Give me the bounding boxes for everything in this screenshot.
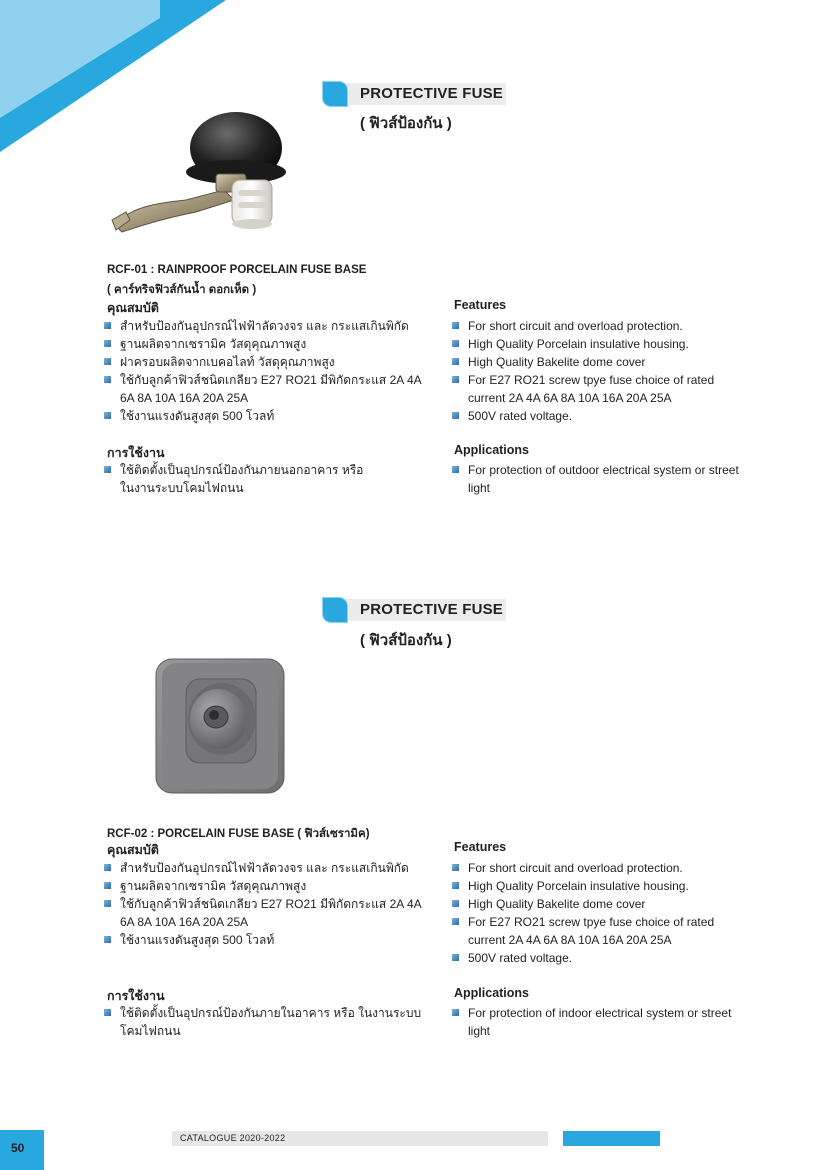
footer-accent-bar	[563, 1131, 660, 1146]
bullet-icon	[452, 882, 459, 889]
bullet-icon	[452, 322, 459, 329]
product1-usage-heading: การใช้งาน	[107, 446, 165, 460]
product1-title: PROTECTIVE FUSE	[360, 85, 504, 102]
bullet-icon	[104, 882, 111, 889]
product1-subtitle: ( ฟิวส์ป้องกัน )	[360, 115, 452, 132]
bullet-icon	[452, 412, 459, 419]
bullet-icon	[104, 376, 111, 383]
product1-usage-list	[104, 461, 364, 497]
product2-props-heading: คุณสมบัติ	[107, 843, 159, 857]
bullet-icon	[104, 864, 111, 871]
product1-features-heading: Features	[454, 298, 507, 312]
product2-applications-list	[452, 1004, 752, 1040]
list-item: 500V rated voltage.	[452, 949, 752, 967]
list-item: For protection of indoor electrical system or street light	[452, 1004, 752, 1040]
list-item: For short circuit and overload protection.	[452, 317, 752, 335]
product2-subtitle: ( ฟิวส์ป้องกัน )	[360, 632, 452, 649]
list-item: ใช้กับลูกค้าฟิวส์ชนิดเกลียว E27 RO21 มีพิกัดกระแส 2A 4A 6A 8A 10A 16A 20A 25A	[104, 895, 422, 931]
bullet-icon	[452, 900, 459, 907]
list-item: ใช้งานแรงดันสูงสุด 500 โวลท์	[104, 407, 422, 425]
product2-props-list	[104, 859, 422, 949]
product2-applications-heading: Applications	[454, 986, 530, 1000]
product1-code-sub: ( คาร์ทริจฟิวส์กันน้ำ ดอกเห็ด )	[107, 284, 257, 296]
bullet-icon	[452, 358, 459, 365]
product1-applications-list	[452, 461, 752, 497]
list-item: 500V rated voltage.	[452, 407, 752, 425]
page-number: 50	[11, 1141, 25, 1155]
product1-applications-heading: Applications	[454, 443, 530, 457]
footer-catalogue: CATALOGUE 2020-2022	[180, 1133, 286, 1143]
list-item: For E27 RO21 screw tpye fuse choice of rated current 2A 4A 6A 8A 10A 16A 20A 25A	[452, 913, 752, 949]
product1-props-list	[104, 317, 422, 425]
bullet-icon	[104, 1009, 111, 1016]
bullet-icon	[452, 1009, 459, 1016]
list-item: High Quality Porcelain insulative housing.	[452, 877, 752, 895]
list-item: For protection of outdoor electrical system or street light	[452, 461, 752, 497]
list-item: สำหรับป้องกันอุปกรณ์ไฟฟ้าลัดวงจร และ กระแสเกินพิกัด	[104, 859, 422, 877]
product1-features-list	[452, 317, 752, 425]
list-item: ฐานผลิตจากเซรามิค วัสดุคุณภาพสูง	[104, 335, 422, 353]
bullet-icon	[452, 954, 459, 961]
bullet-icon	[452, 376, 459, 383]
product1-props-heading: คุณสมบัติ	[107, 301, 159, 315]
product1-title-bar	[322, 81, 506, 107]
rainproof-fuse-image	[106, 108, 286, 238]
list-item: High Quality Porcelain insulative housing.	[452, 335, 752, 353]
bullet-icon	[452, 864, 459, 871]
bullet-icon	[104, 358, 111, 365]
title-tab-icon	[322, 81, 348, 107]
bullet-icon	[452, 918, 459, 925]
bullet-icon	[452, 466, 459, 473]
list-item: High Quality Bakelite dome cover	[452, 895, 752, 913]
bullet-icon	[104, 340, 111, 347]
product2-features-list	[452, 859, 752, 967]
list-item: ฐานผลิตจากเซรามิค วัสดุคุณภาพสูง	[104, 877, 422, 895]
product2-code: RCF-02 : PORCELAIN FUSE BASE ( ฟิวส์เซรามิค)	[107, 828, 370, 840]
list-item: ใช้กับลูกค้าฟิวส์ชนิดเกลียว E27 RO21 มีพิกัดกระแส 2A 4A 6A 8A 10A 16A 20A 25A	[104, 371, 422, 407]
bullet-icon	[452, 340, 459, 347]
product2-usage-heading: การใช้งาน	[107, 989, 165, 1003]
list-item: High Quality Bakelite dome cover	[452, 353, 752, 371]
list-item: สำหรับป้องกันอุปกรณ์ไฟฟ้าลัดวงจร และ กระแสเกินพิกัด	[104, 317, 422, 335]
product2-usage-list	[104, 1004, 422, 1040]
list-item: For short circuit and overload protection.	[452, 859, 752, 877]
product2-title-bar	[322, 597, 506, 623]
product2-title: PROTECTIVE FUSE	[360, 601, 504, 618]
bullet-icon	[104, 412, 111, 419]
list-item: ใช้ติดตั้งเป็นอุปกรณ์ป้องกันภายนอกอาคาร หรือ ในงานระบบโคมไฟถนน	[104, 461, 364, 497]
product2-features-heading: Features	[454, 840, 507, 854]
title-tab-icon	[322, 597, 348, 623]
product1-code: RCF-01 : RAINPROOF PORCELAIN FUSE BASE	[107, 264, 367, 276]
list-item: ใช้งานแรงดันสูงสุด 500 โวลท์	[104, 931, 422, 949]
list-item: ใช้ติดตั้งเป็นอุปกรณ์ป้องกันภายในอาคาร หรือ ในงานระบบโคมไฟถนน	[104, 1004, 422, 1040]
bullet-icon	[104, 466, 111, 473]
bullet-icon	[104, 322, 111, 329]
list-item: ฝาครอบผลิตจากเบคอไลท์ วัสดุคุณภาพสูง	[104, 353, 422, 371]
porcelain-fuse-image	[152, 655, 292, 797]
bullet-icon	[104, 936, 111, 943]
bullet-icon	[104, 900, 111, 907]
list-item: For E27 RO21 screw tpye fuse choice of rated current 2A 4A 6A 8A 10A 16A 20A 25A	[452, 371, 752, 407]
